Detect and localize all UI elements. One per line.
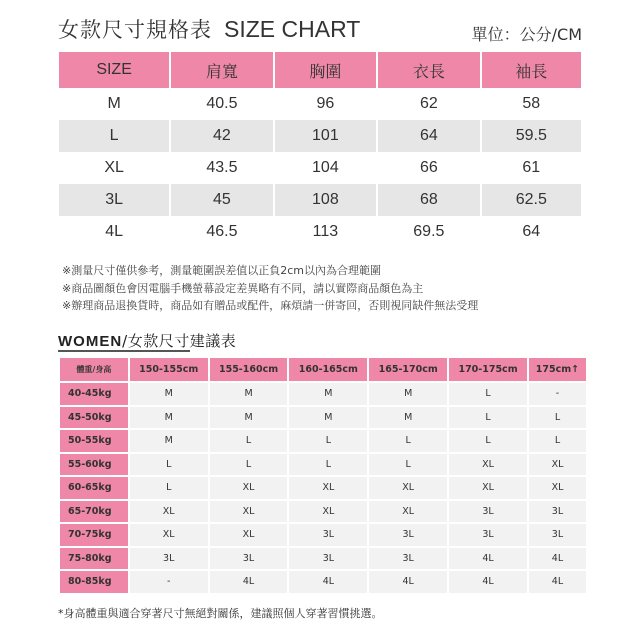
recommended-size-cell: 4L [449, 548, 527, 570]
recommended-size-cell: 3L [210, 548, 288, 570]
size-cell: 3L [59, 184, 170, 216]
recommended-size-cell: 3L [529, 524, 586, 546]
column-header: 衣長 [377, 52, 480, 88]
recommended-size-cell: M [210, 407, 288, 429]
recommended-size-cell: 4L [529, 548, 586, 570]
recommended-size-cell: XL [449, 477, 527, 499]
recommended-size-cell: 3L [449, 524, 527, 546]
size-recommendation-table [58, 356, 588, 595]
recommended-size-cell: XL [529, 454, 586, 476]
weight-cell: 55-60kg [60, 454, 128, 476]
size-cell: L [59, 120, 170, 152]
weight-cell: 70-75kg [60, 524, 128, 546]
corner-header: 體重/身高 [60, 358, 128, 381]
recommended-size-cell: M [210, 383, 288, 405]
title-underline [58, 350, 190, 352]
recommended-size-cell: XL [529, 477, 586, 499]
recommended-size-cell: L [130, 477, 208, 499]
recommended-size-cell: M [130, 383, 208, 405]
size-chart-table [59, 52, 581, 248]
recommended-size-cell: 3L [289, 524, 367, 546]
measurement-cell: 46.5 [170, 216, 273, 248]
recommended-size-cell: - [529, 383, 586, 405]
recommended-size-cell: 4L [449, 571, 527, 593]
measurement-cell: 40.5 [170, 88, 273, 120]
weight-cell: 50-55kg [60, 430, 128, 452]
recommended-size-cell: XL [210, 524, 288, 546]
recommended-size-cell: L [289, 430, 367, 452]
page-title [58, 14, 360, 44]
weight-cell: 75-80kg [60, 548, 128, 570]
recommended-size-cell: L [369, 430, 447, 452]
recommended-size-cell: 3L [369, 524, 447, 546]
recommended-size-cell: M [369, 383, 447, 405]
weight-cell: 45-50kg [60, 407, 128, 429]
recommended-size-cell: XL [369, 501, 447, 523]
recommended-size-cell: M [130, 407, 208, 429]
note-line: ※商品圖顏色會因電腦手機螢幕設定差異略有不同，請以實際商品顏色為主 [62, 281, 424, 295]
recommended-size-cell: 3L [449, 501, 527, 523]
recommendation-title-zh: /女款尺寸建議表 [122, 332, 237, 350]
measurement-cell: 108 [274, 184, 377, 216]
recommended-size-cell: L [529, 430, 586, 452]
weight-cell: 65-70kg [60, 501, 128, 523]
recommended-size-cell: XL [210, 477, 288, 499]
measurement-cell: 62.5 [481, 184, 581, 216]
recommendation-row [60, 524, 586, 546]
recommended-size-cell: L [529, 407, 586, 429]
measurement-cell: 96 [274, 88, 377, 120]
measurement-cell: 42 [170, 120, 273, 152]
column-header: SIZE [59, 52, 170, 88]
title-en: SIZE CHART [224, 16, 361, 42]
recommended-size-cell: XL [210, 501, 288, 523]
measurement-cell: 69.5 [377, 216, 480, 248]
height-header: 170-175cm [449, 358, 527, 381]
recommendation-title-en: WOMEN [58, 333, 123, 350]
size-chart-header-row [59, 52, 581, 88]
height-header: 165-170cm [369, 358, 447, 381]
measurement-cell: 113 [274, 216, 377, 248]
height-header: 160-165cm [289, 358, 367, 381]
measurement-cell: 61 [481, 152, 581, 184]
recommendation-title [58, 330, 236, 351]
column-header: 胸圍 [274, 52, 377, 88]
note-line: ※測量尺寸僅供參考，測量範圍誤差值以正負2cm以內為合理範圍 [62, 264, 381, 277]
weight-cell: 80-85kg [60, 571, 128, 593]
size-row [59, 88, 581, 120]
height-header: 155-160cm [210, 358, 288, 381]
recommendation-row [60, 501, 586, 523]
size-row [59, 184, 581, 216]
recommended-size-cell: L [449, 407, 527, 429]
size-row [59, 152, 581, 184]
recommended-size-cell: L [369, 454, 447, 476]
footnote: *身高體重與適合穿著尺寸無絕對關係，建議照個人穿著習慣挑選。 [58, 607, 383, 620]
recommended-size-cell: 3L [289, 548, 367, 570]
recommended-size-cell: L [289, 454, 367, 476]
measurement-cell: 68 [377, 184, 480, 216]
measurement-cell: 101 [274, 120, 377, 152]
recommended-size-cell: 4L [529, 571, 586, 593]
note-line: ※辦理商品退換貨時，商品如有贈品或配件，麻煩請一併寄回，否則視同缺件無法受理 [62, 299, 479, 312]
recommended-size-cell: L [449, 383, 527, 405]
recommended-size-cell: XL [130, 524, 208, 546]
measurement-cell: 66 [377, 152, 480, 184]
recommended-size-cell: - [130, 571, 208, 593]
notes-block [62, 262, 478, 315]
recommended-size-cell: 4L [210, 571, 288, 593]
measurement-cell: 104 [274, 152, 377, 184]
height-header: 150-155cm [130, 358, 208, 381]
recommended-size-cell: L [210, 454, 288, 476]
unit-label: 單位：公分/CM [471, 25, 582, 44]
recommendation-row [60, 477, 586, 499]
recommended-size-cell: XL [130, 501, 208, 523]
recommendation-row [60, 407, 586, 429]
recommended-size-cell: 3L [529, 501, 586, 523]
size-cell: M [59, 88, 170, 120]
recommendation-row [60, 430, 586, 452]
recommended-size-cell: XL [289, 501, 367, 523]
recommended-size-cell: M [130, 430, 208, 452]
column-header: 肩寬 [170, 52, 273, 88]
size-cell: XL [59, 152, 170, 184]
measurement-cell: 64 [481, 216, 581, 248]
recommended-size-cell: 4L [369, 571, 447, 593]
height-header: 175cm↑ [529, 358, 586, 381]
title-zh: 女款尺寸規格表 [58, 18, 212, 42]
recommended-size-cell: XL [449, 454, 527, 476]
measurement-cell: 62 [377, 88, 480, 120]
measurement-cell: 45 [170, 184, 273, 216]
measurement-cell: 59.5 [481, 120, 581, 152]
size-row [59, 216, 581, 248]
recommendation-row [60, 454, 586, 476]
recommended-size-cell: L [130, 454, 208, 476]
recommended-size-cell: XL [369, 477, 447, 499]
recommended-size-cell: 4L [289, 571, 367, 593]
recommended-size-cell: L [449, 430, 527, 452]
recommended-size-cell: 3L [369, 548, 447, 570]
recommendation-header-row [60, 358, 586, 381]
recommended-size-cell: M [289, 383, 367, 405]
measurement-cell: 64 [377, 120, 480, 152]
recommended-size-cell: L [210, 430, 288, 452]
measurement-cell: 43.5 [170, 152, 273, 184]
recommended-size-cell: XL [289, 477, 367, 499]
recommended-size-cell: M [289, 407, 367, 429]
size-cell: 4L [59, 216, 170, 248]
weight-cell: 40-45kg [60, 383, 128, 405]
column-header: 袖長 [481, 52, 581, 88]
recommendation-row [60, 571, 586, 593]
weight-cell: 60-65kg [60, 477, 128, 499]
size-row [59, 120, 581, 152]
recommendation-row [60, 548, 586, 570]
recommendation-row [60, 383, 586, 405]
recommended-size-cell: 3L [130, 548, 208, 570]
measurement-cell: 58 [481, 88, 581, 120]
recommended-size-cell: M [369, 407, 447, 429]
